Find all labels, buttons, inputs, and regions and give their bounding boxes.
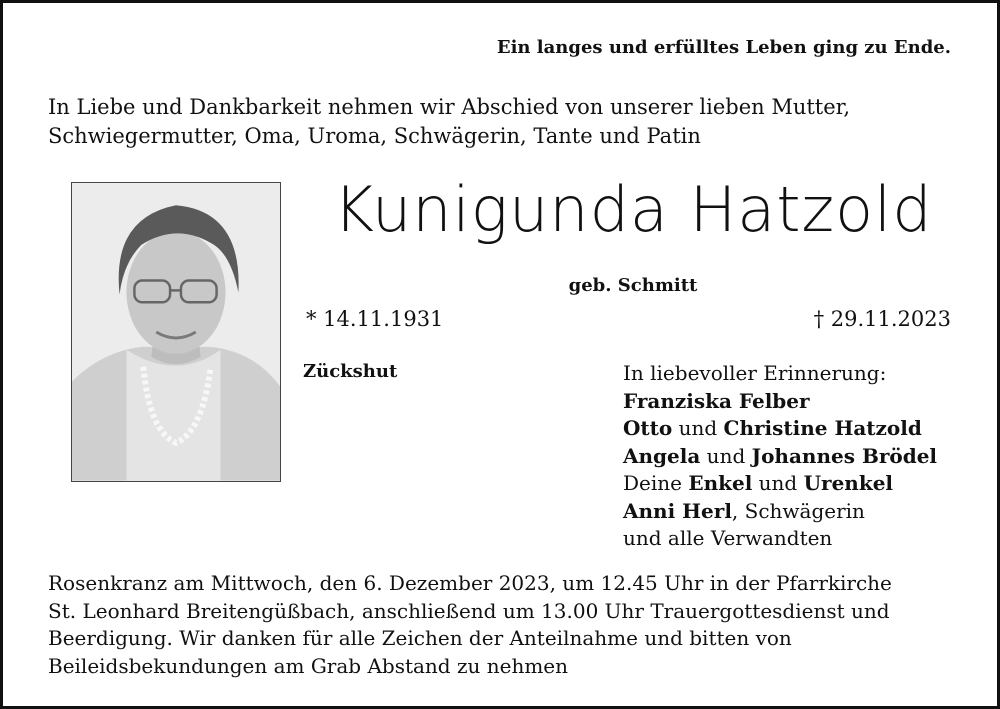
- connector-text: und: [700, 443, 752, 468]
- mourner-name: Enkel: [688, 471, 753, 495]
- mourner-name: Christine Hatzold: [723, 416, 922, 440]
- maiden-name: geb. Schmitt: [568, 275, 698, 296]
- mourner-line: [623, 388, 937, 416]
- hometown: Zückshut: [303, 361, 398, 382]
- portrait-photo: [71, 182, 281, 482]
- motto: Ein langes und erfülltes Leben ging zu Ende.: [496, 37, 951, 58]
- mourner-name: Angela: [623, 443, 701, 468]
- mourner-line: [623, 470, 937, 498]
- mourner-name: Johannes Brödel: [751, 443, 938, 468]
- portrait-illustration: [72, 183, 280, 481]
- relation-text: , Schwägerin: [731, 498, 865, 523]
- mourner-name: Urenkel: [803, 471, 894, 495]
- mourner-name: Franziska Felber: [623, 388, 810, 413]
- mourner-line: [623, 443, 937, 471]
- mourners-heading: In liebevoller Erinnerung:: [623, 361, 887, 385]
- connector-text: Deine: [623, 471, 689, 495]
- service-line: Beileidsbekundungen am Grab Abstand zu nehmen: [48, 653, 569, 678]
- intro-text: [48, 93, 948, 151]
- connector-text: und: [672, 416, 724, 440]
- mourner-line: [623, 498, 937, 526]
- service-line: Rosenkranz am Mittwoch, den 6. Dezember 2023, um 12.45 Uhr in der Pfarrkirche: [48, 571, 892, 595]
- mourners-list: [623, 360, 937, 553]
- connector-text: und: [752, 471, 804, 495]
- birth-date: * 14.11.1931: [306, 307, 444, 331]
- mourner-line: und alle Verwandten: [623, 526, 833, 550]
- service-details: [48, 570, 968, 680]
- death-date: † 29.11.2023: [813, 307, 951, 331]
- intro-line: In Liebe und Dankbarkeit nehmen wir Abschied von unserer lieben Mutter,: [48, 95, 851, 119]
- mourner-name: Anni Herl: [623, 498, 732, 523]
- service-line: St. Leonhard Breitengüßbach, anschließend um 13.00 Uhr Trauergottesdienst und: [48, 598, 890, 623]
- service-line: Beerdigung. Wir danken für alle Zeichen der Anteilnahme und bitten von: [48, 626, 792, 650]
- mourner-line: [623, 415, 937, 443]
- deceased-name: Kunigunda Hatzold: [333, 173, 933, 246]
- intro-line: Schwiegermutter, Oma, Uroma, Schwägerin, Tante und Patin: [48, 124, 701, 148]
- mourner-name: Otto: [623, 416, 673, 440]
